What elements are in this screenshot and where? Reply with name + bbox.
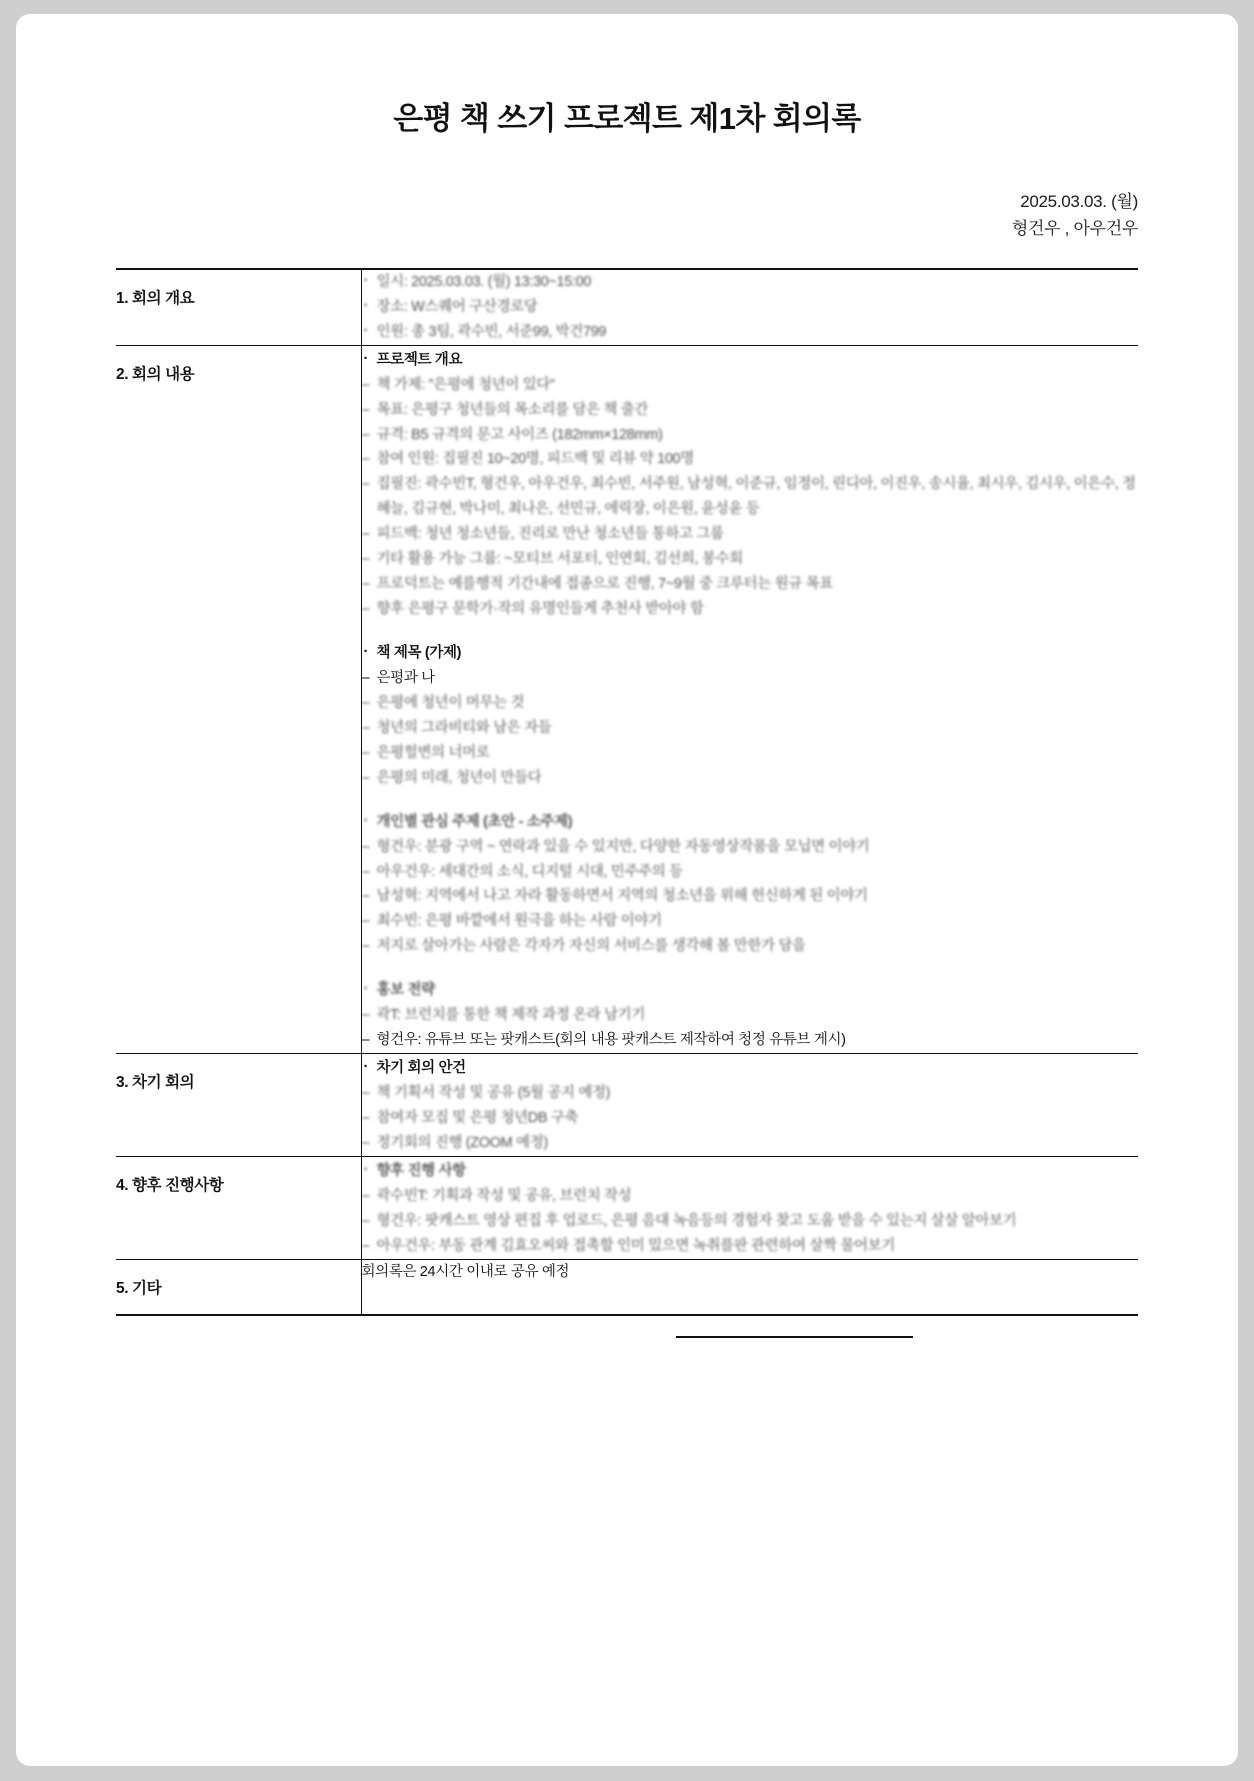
section-label-cell (116, 1259, 361, 1315)
table-row (116, 269, 1138, 345)
list-item: – 곽T: 브런치를 통한 책 제작 과정 온라 남기기 (362, 1003, 1139, 1028)
list-item: – 책 가제: "은평에 청년이 있다" (362, 373, 1139, 398)
section-label-cell (116, 1156, 361, 1259)
list-item: · 차기 회의 안건 (362, 1056, 1139, 1081)
list-item: – 참여 인원: 집필진 10~20명, 피드백 및 리뷰 약 100명 (362, 447, 1139, 472)
section-label-cell (116, 269, 361, 345)
list-item: – 청년의 그라비티와 남은 자들 (362, 716, 1139, 741)
document-body (16, 14, 1238, 1316)
meeting-authors: 형건우 , 아우건우 (1011, 218, 1138, 238)
list-item: – 아우건우: 세대간의 소식, 디지털 시대, 민주주의 등 (362, 860, 1139, 885)
section-content-cell (361, 1054, 1138, 1157)
list-item: – 프로덕트는 예를행적 기간내에 접종으로 진행, 7~9월 중 크루터는 원규 목표 (362, 572, 1139, 597)
list-item: · 프로젝트 개요 (362, 348, 1139, 373)
stray-rule-artifact (676, 1336, 913, 1338)
table-row (116, 1156, 1138, 1259)
section-line-list (362, 1260, 1139, 1285)
list-item: · 장소: W스퀘어 구산경로당 (362, 295, 1139, 320)
list-item: – 곽수빈T: 기획과 작성 및 공유, 브런치 작성 (362, 1184, 1139, 1209)
section-label: 1. 회의 개요 (116, 289, 195, 307)
list-item: – 정기회의 진행 (ZOOM 예정) (362, 1131, 1139, 1156)
document-page (16, 14, 1238, 1766)
section-content-cell (361, 1259, 1138, 1315)
list-item: – 최수빈: 은평 바깥에서 원극을 하는 사람 이야기 (362, 909, 1139, 934)
list-item: – 형건우: 분광 구역 ~ 연락과 있을 수 있지만, 다양한 자동영상작품을 모닙면 이야기 (362, 835, 1139, 860)
section-line-list (362, 348, 1139, 1053)
list-item: – 책 기획서 작성 및 공유 (5월 공지 예정) (362, 1081, 1139, 1106)
list-item: 회의록은 24시간 이내로 공유 예정 (361, 1263, 570, 1280)
section-line-list (362, 1056, 1139, 1156)
section-content-cell (361, 345, 1138, 1053)
list-item: – 저지로 살아가는 사람은 각자가 자신의 서비스를 생각해 볼 만한가 담을 (362, 934, 1139, 959)
minutes-table-body (116, 269, 1138, 1315)
list-item: · 개인별 관심 주제 (초안 - 소주제) (362, 810, 1139, 835)
list-item: – 은평에 청년이 머무는 것 (362, 691, 1139, 716)
section-label: 5. 기타 (116, 1279, 162, 1297)
table-row (116, 345, 1138, 1053)
list-item: – 목표: 은평구 청년들의 목소리를 담은 책 출간 (362, 398, 1139, 423)
table-row (116, 1259, 1138, 1315)
section-label-cell (116, 1054, 361, 1157)
list-item: – 기타 활용 가능 그룹: ~모티브 서포터, 인연회, 김선희, 봉수회 (362, 547, 1139, 572)
section-label: 4. 향후 진행사항 (116, 1176, 224, 1194)
section-label: 2. 회의 내용 (116, 365, 195, 383)
meeting-date: 2025.03.03. (월) (1020, 192, 1138, 212)
section-label-cell (116, 345, 361, 1053)
section-line-list (362, 270, 1139, 345)
list-item: – 은평헐변의 너머로 (362, 741, 1139, 766)
list-item: – 남성혁: 지역에서 나고 자라 활동하면서 지역의 청소년을 위해 헌신하게 된 이야기 (362, 884, 1139, 909)
list-item: – 형건우: 유튜브 또는 팟캐스트(회의 내용 팟캐스트 제작하여 청정 유튜브 게시) (362, 1028, 1139, 1053)
list-item: – 피드백: 청년 청소년들, 진리로 만난 청소년들 통하고 그룹 (362, 522, 1139, 547)
list-item: – 집필진: 곽수빈T, 형건우, 아우건우, 최수빈, 서주원, 남성혁, 이준규, 임정이, 린디아, 이진우, 송시율, 최시우, 김시우, 이은수, 정혜늘, 김규현, 박나미, 최나은, 선민규, 에릭장, 이은원, 윤성윤 등 (362, 472, 1139, 522)
table-row (116, 1054, 1138, 1157)
section-line-list (362, 1159, 1139, 1259)
section-content-cell (361, 1156, 1138, 1259)
section-label: 3. 차기 회의 (116, 1074, 195, 1092)
list-item: · 홍보 전략 (362, 978, 1139, 1003)
list-item: · 인원: 총 3팀, 곽수빈, 서준99, 박건799 (362, 320, 1139, 345)
list-item: – 향후 은평구 문학가·작의 유명인들게 추천사 받아야 함 (362, 597, 1139, 622)
list-item: – 규격: B5 규격의 문고 사이즈 (182mm×128mm) (362, 423, 1139, 448)
page-title: 은평 책 쓰기 프로젝트 제1차 회의록 (393, 101, 861, 136)
list-item: · 책 제목 (가제) (362, 641, 1139, 666)
list-item: – 참여자 모집 및 은평 청년DB 구축 (362, 1106, 1139, 1131)
list-item: – 은평의 미래, 청년이 만들다 (362, 766, 1139, 791)
list-item: – 형건우: 팟캐스트 영상 편집 후 업로드, 은평 음대 녹음등의 경험자 찾고 도움 받을 수 있는지 살살 알아보기 (362, 1209, 1139, 1234)
list-item: – 아우건우: 부동 관계 김효오씨와 접촉할 인미 밌으면 녹취플판 관련하여 살짝 물어보기 (362, 1234, 1139, 1259)
list-item: · 향후 진행 사항 (362, 1159, 1139, 1184)
section-content-cell (361, 269, 1138, 345)
list-item: – 은평과 나 (362, 666, 1139, 691)
document-meta (116, 189, 1138, 242)
list-item: · 일시: 2025.03.03. (월) 13:30~15:00 (362, 270, 1139, 295)
minutes-table (116, 268, 1138, 1316)
